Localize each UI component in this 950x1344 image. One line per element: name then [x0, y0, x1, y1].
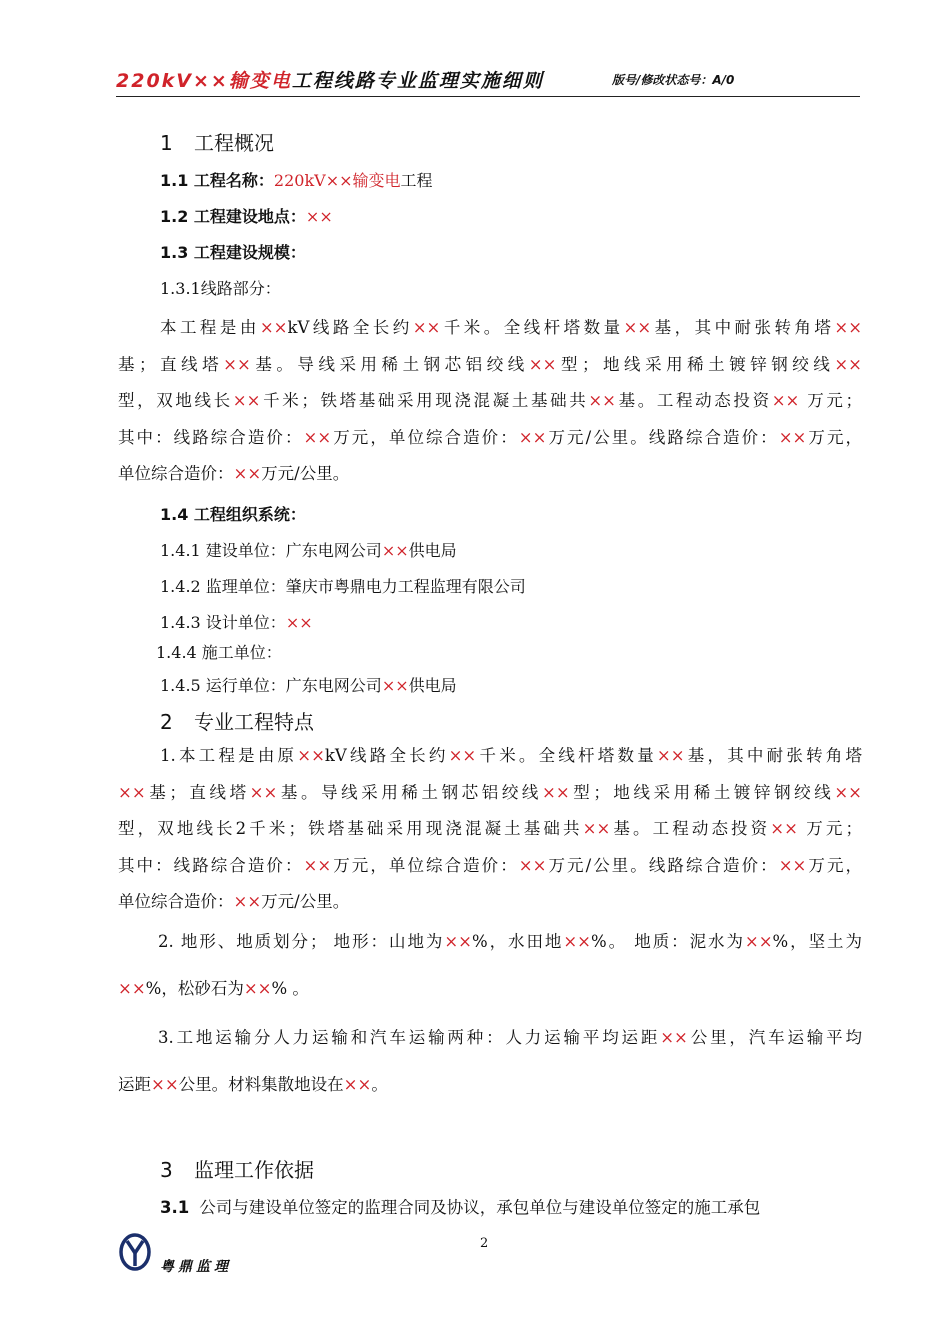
paragraph-line: 本工程是由××kV线路全长约××千米。全线杆塔数量××基，其中耐张转角塔×× — [160, 318, 863, 337]
paragraph-line: ××基；直线塔××基。导线采用稀土钢芯铝绞线××型；地线采用稀土镀锌钢绞线×× — [118, 782, 863, 802]
title-red-part: 220kV××输变电 — [116, 70, 292, 92]
project-name-label: 1.1 工程名称： — [160, 171, 274, 190]
section-3-heading — [160, 1154, 314, 1183]
section-2-paragraph-2 — [118, 918, 862, 1012]
paragraph-line: 型，双地线长××千米；铁塔基础采用现浇混凝土基础共××基。工程动态投资×× 万元； — [118, 391, 863, 410]
item-number: 3.1 — [160, 1198, 190, 1217]
header-divider — [116, 96, 860, 97]
section-2-heading — [160, 706, 314, 735]
org-item-contractor: 1.4.4 施工单位： — [156, 643, 282, 662]
project-name-red: 220kV××输变电 — [273, 171, 401, 190]
paragraph-line: 运距××公里。材料集散地设在××。 — [118, 1075, 388, 1094]
project-site-value: ×× — [305, 207, 333, 226]
section-2-paragraph-3 — [118, 1014, 862, 1108]
project-scale-label: 1.3 工程建设规模： — [160, 243, 306, 262]
org-system-label: 1.4 工程组织系统： — [160, 505, 306, 524]
item-text: 公司与建设单位签定的监理合同及协议，承包单位与建设单位签定的施工承包 — [199, 1198, 761, 1217]
org-item-designer: 1.4.3 设计单位：×× — [160, 613, 313, 632]
logo-text: 粤鼎监理 — [160, 1259, 232, 1275]
page-header — [116, 66, 860, 94]
page-number: 2 — [480, 1236, 489, 1251]
section-title: 工程概况 — [194, 131, 274, 155]
org-item-supervisor: 1.4.2 监理单位：肇庆市粤鼎电力工程监理有限公司 — [160, 577, 526, 596]
project-name-line — [160, 168, 433, 191]
section-1-paragraph — [118, 310, 862, 493]
section-3-item — [160, 1194, 760, 1218]
paragraph-line: 基；直线塔××基。导线采用稀土钢芯铝绞线××型；地线采用稀土镀锌钢绞线×× — [118, 354, 862, 374]
section-2-paragraph-1 — [118, 738, 862, 921]
paragraph-line: 2. 地形、地质划分； 地形：山地为××%，水田地××%。 地质：泥水为××%，坚土为 — [158, 932, 862, 951]
paragraph-line: 单位综合造价：××万元/公里。 — [118, 892, 350, 911]
section-title: 监理工作依据 — [194, 1158, 314, 1182]
org-item-operator: 1.4.5 运行单位：广东电网公司××供电局 — [160, 676, 457, 695]
version-label: 版号/修改状态号：A/0 — [612, 73, 735, 87]
section-title: 专业工程特点 — [194, 710, 314, 734]
section-number: 2 — [160, 710, 173, 734]
paragraph-line: 其中：线路综合造价：××万元，单位综合造价：××万元/公里。线路综合造价：××万元， — [118, 427, 863, 447]
paragraph-line: 其中：线路综合造价：××万元，单位综合造价：××万元/公里。线路综合造价：××万元， — [118, 855, 863, 875]
title-black-part: 工程线路专业监理实施细则 — [291, 70, 544, 92]
section-number: 1 — [160, 131, 173, 155]
paragraph-line: 1.本工程是由原××kV线路全长约××千米。全线杆塔数量××基，其中耐张转角塔 — [160, 746, 863, 765]
paragraph-line: ××%，松砂石为××% 。 — [118, 979, 309, 998]
document-title — [116, 66, 544, 93]
yueding-logo-icon — [118, 1232, 152, 1272]
section-number: 3 — [160, 1158, 173, 1182]
paragraph-line: 单位综合造价：××万元/公里。 — [118, 464, 350, 483]
org-item-builder: 1.4.1 建设单位：广东电网公司××供电局 — [160, 541, 457, 560]
paragraph-line: 3.工地运输分人力运输和汽车运输两种：人力运输平均运距××公里，汽车运输平均 — [158, 1028, 863, 1047]
project-site-line — [160, 204, 333, 227]
paragraph-line: 型，双地线长2千米；铁塔基础采用现浇混凝土基础共××基。工程动态投资×× 万元； — [118, 819, 862, 838]
project-name-rest: 工程 — [400, 171, 433, 190]
project-site-label: 1.2 工程建设地点： — [160, 207, 306, 226]
line-part-label: 1.3.1线路部分： — [160, 279, 281, 298]
section-1-heading — [160, 127, 274, 156]
